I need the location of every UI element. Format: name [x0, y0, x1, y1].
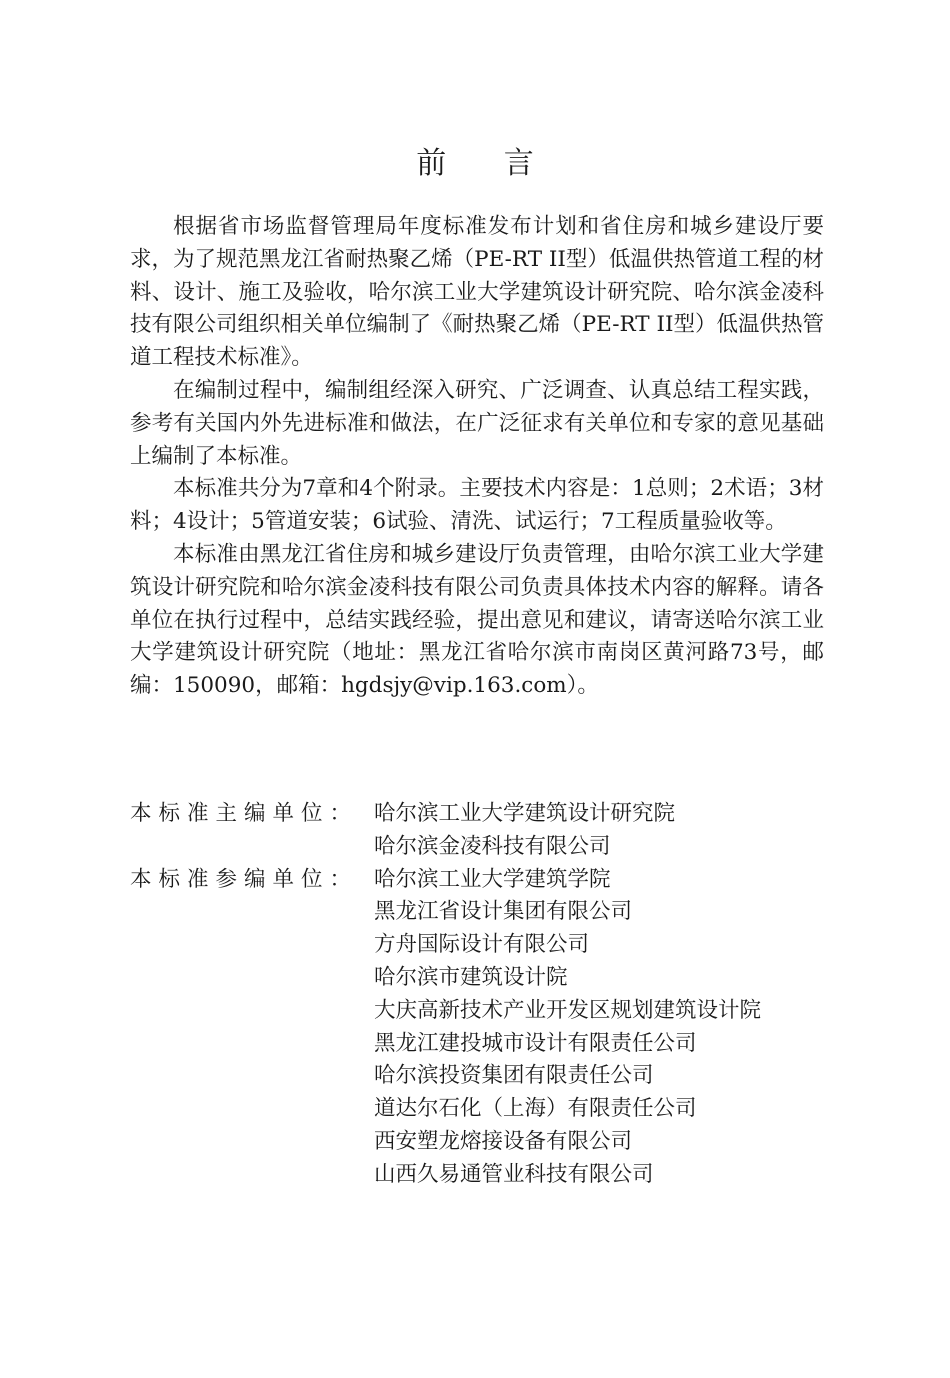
paragraph-background: 根据省市场监督管理局年度标准发布计划和省住房和城乡建设厅要求，为了规范黑龙江省耐热聚乙烯（PE-RT II型）低温供热管道工程的材料、设计、施工及验收，哈尔滨工业大学建筑设计研究院、哈尔滨金凌科技有限公司组织相关单位编制了《耐热聚乙烯（PE-RT II型）低温供热管道工程技术标准》。 [130, 214, 824, 371]
list-item: 哈尔滨工业大学建筑学院 [374, 866, 611, 892]
list-item: 黑龙江建投城市设计有限责任公司 [374, 1030, 697, 1056]
units-section [130, 798, 830, 1192]
list-item: 哈尔滨市建筑设计院 [374, 964, 568, 990]
chief-units-list [374, 798, 830, 864]
list-item: 西安塑龙熔接设备有限公司 [374, 1128, 633, 1154]
list-item: 道达尔石化（上海）有限责任公司 [374, 1096, 697, 1122]
participating-units-list [374, 864, 830, 1192]
list-item: 黑龙江省设计集团有限公司 [374, 899, 633, 925]
paragraph-contents: 本标准共分为7章和4个附录。主要技术内容是：1总则；2术语；3材料；4设计；5管道安装；6试验、清洗、试运行；7工程质量验收等。 [130, 476, 824, 535]
paragraph-process: 在编制过程中，编制组经深入研究、广泛调查、认真总结工程实践，参考有关国内外先进标准和做法，在广泛征求有关单位和专家的意见基础上编制了本标准。 [130, 377, 824, 469]
participating-units-group [130, 864, 830, 1192]
list-item: 哈尔滨工业大学建筑设计研究院 [374, 801, 676, 826]
list-item: 哈尔滨金凌科技有限公司 [374, 833, 611, 859]
list-item: 哈尔滨投资集团有限责任公司 [374, 1063, 654, 1089]
list-item: 方舟国际设计有限公司 [374, 932, 590, 958]
chief-units-group [130, 798, 830, 864]
list-item: 大庆高新技术产业开发区规划建筑设计院 [374, 997, 762, 1023]
page-title: 前 言 [416, 146, 558, 181]
participating-units-label: 本标准参编单位： [130, 866, 359, 892]
list-item: 山西久易通管业科技有限公司 [374, 1161, 654, 1187]
preface-body [130, 211, 824, 703]
paragraph-management: 本标准由黑龙江省住房和城乡建设厅负责管理，由哈尔滨工业大学建筑设计研究院和哈尔滨金凌科技有限公司负责具体技术内容的解释。请各单位在执行过程中，总结实践经验，提出意见和建议，请寄送哈尔滨工业大学建筑设计研究院（地址：黑龙江省哈尔滨市南岗区黄河路73号，邮编：150090，邮箱：hgdsjy@vip.163.com）。 [130, 541, 824, 699]
chief-units-label: 本标准主编单位： [130, 801, 359, 826]
